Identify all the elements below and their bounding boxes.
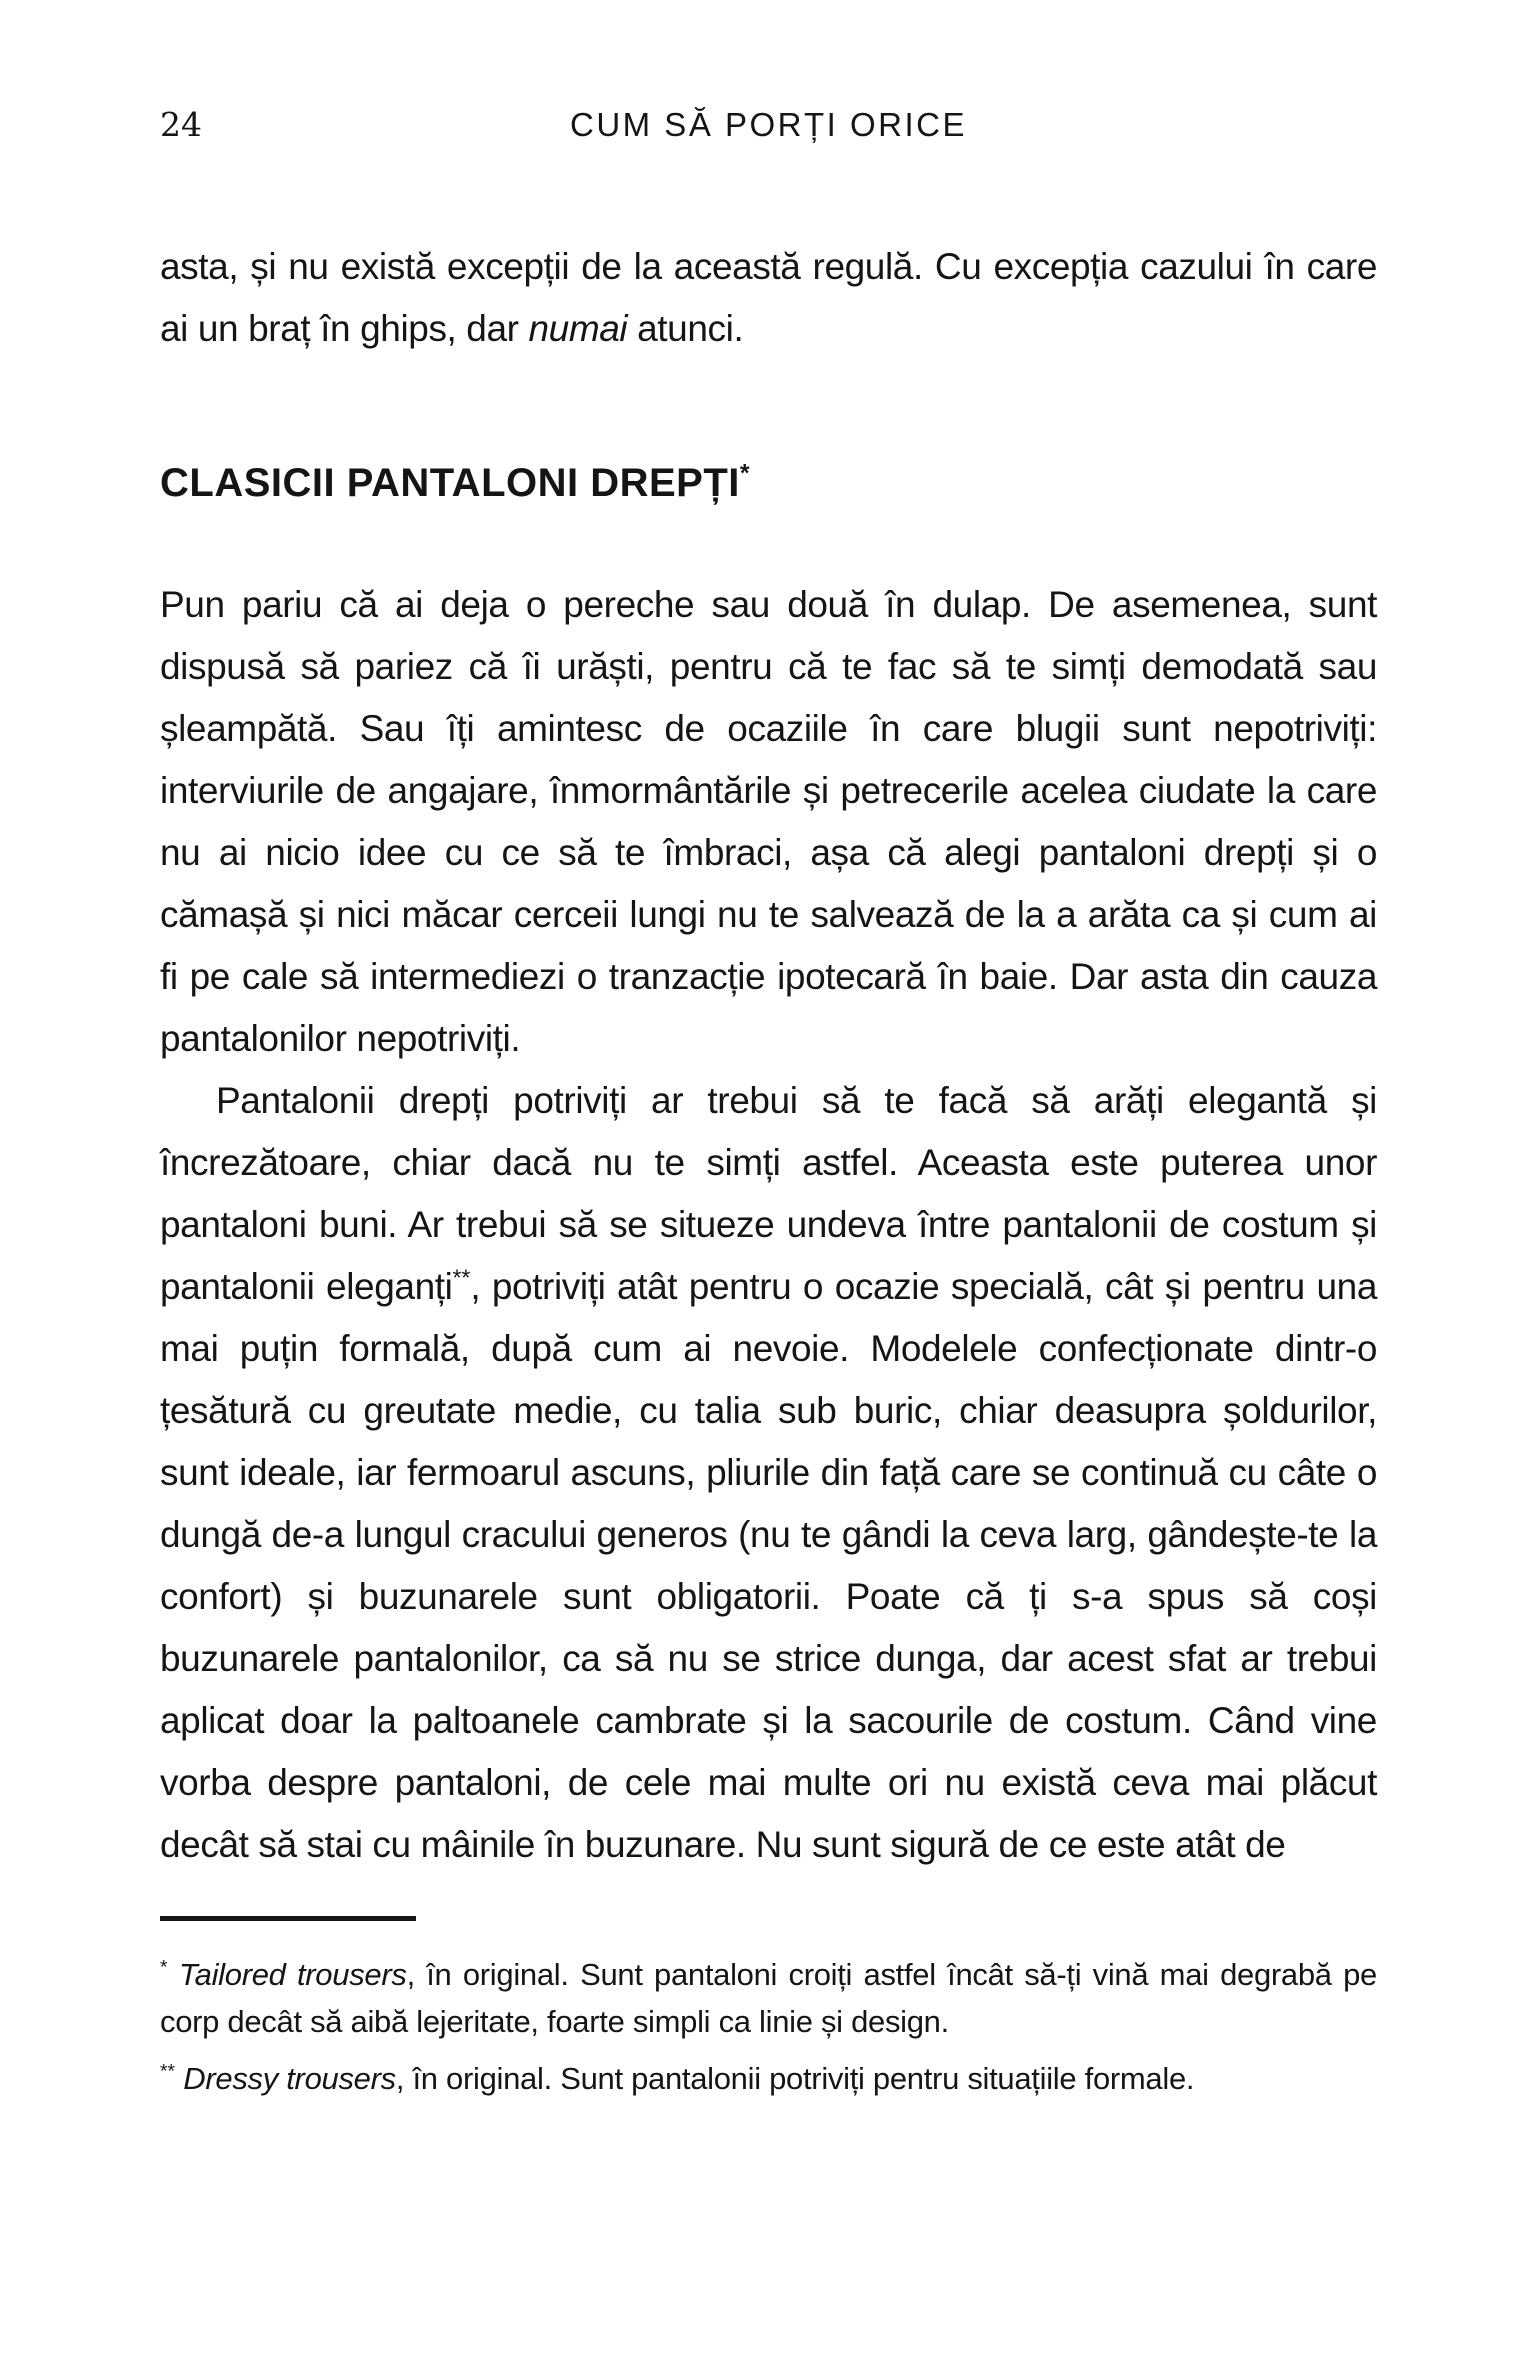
intro-paragraph	[160, 236, 1377, 360]
paragraph-2-part-2: , potriviți atât pentru o ocazie specială, cât și pentru una mai puțin formală, după cum ai nevoie. Modelele confecționate dintr-o țesătură cu greutate medie, cu talia sub buric, chiar deasupra șoldurilor, sunt ideale, iar fermoarul ascuns, pliurile din față care se continuă cu câte o dungă de-a lungul cracului generos (nu te gândi la ceva larg, gândește-te la confort) și buzunarele sunt obligatorii. Poate că ți s-a spus să coși buzunarele pantalonilor, ca să nu se strice dunga, dar acest sfat ar trebui aplicat doar la paltoanele cambrate și la sacourile de costum. Când vine vorba despre pantaloni, de cele mai multe ori nu există ceva mai plăcut decât să stai cu mâinile în buzunare. Nu sunt sigură de ce este atât de	[160, 1266, 1377, 1865]
footnote-1-text: , în original. Sunt pantaloni croiți astfel încât să-ți vină mai degrabă pe corp decât să aibă lejeritate, foarte simpli ca linie și design.	[160, 1957, 1377, 2039]
running-title: CUM SĂ PORȚI ORICE	[569, 106, 968, 143]
running-header	[160, 100, 1377, 150]
paragraph-classic-trousers-2	[160, 1070, 1377, 1876]
footnote-divider	[160, 1916, 416, 1921]
paragraph-2-part-1: Pantalonii drepți potriviți ar trebui să te facă să arăți elegantă și încrezătoare, chiar dacă nu te simți astfel. Aceasta este puterea unor pantaloni buni. Ar trebui să se situeze undeva între pantalonii de costum și pantalonii eleganți	[160, 1080, 1377, 1307]
footnotes-section	[160, 1951, 1377, 2102]
footnote-dressy-trousers	[160, 2055, 1377, 2102]
section-heading	[160, 452, 1377, 514]
footnote-2-term: Dressy trousers	[183, 2061, 396, 2096]
footnote-1-term: Tailored trousers	[178, 1957, 407, 1992]
section-heading-footnote-marker: *	[739, 460, 750, 488]
paragraph-2-footnote-marker: **	[452, 1264, 471, 1291]
intro-paragraph-end: atunci.	[627, 308, 744, 349]
footnote-2-text: , în original. Sunt pantalonii potriviți pentru situațiile formale.	[395, 2061, 1195, 2096]
intro-paragraph-text: asta, și nu există excepții de la această regulă. Cu excepția cazului în care ai un braț în ghips, dar	[160, 246, 1377, 349]
paragraph-classic-trousers-1: Pun pariu că ai deja o pereche sau două în dulap. De asemenea, sunt dispusă să pariez că îi urăști, pentru că te fac să te simți demodată sau șleampătă. Sau îți amintesc de ocaziile în care blugii sunt nepotriviți: interviurile de angajare, înmormântările și petrecerile acelea ciudate la care nu ai nicio idee cu ce să te îmbraci, așa că alegi pantaloni drepți și o cămașă și nici măcar cerceii lungi nu te salvează de la a arăta ca și cum ai fi pe cale să intermediezi o tranzacție ipotecară în baie. Dar asta din cauza pantalonilor nepotriviți.	[160, 584, 1377, 1059]
page-body	[160, 236, 1377, 1876]
page-number: 24	[160, 105, 202, 144]
intro-paragraph-italic-word: numai	[528, 308, 628, 349]
footnote-2-marker: **	[160, 2061, 175, 2083]
footnote-tailored-trousers	[160, 1951, 1377, 2045]
section-heading-text: CLASICII PANTALONI DREPȚI	[160, 461, 740, 505]
footnote-1-marker: *	[160, 1957, 168, 1979]
